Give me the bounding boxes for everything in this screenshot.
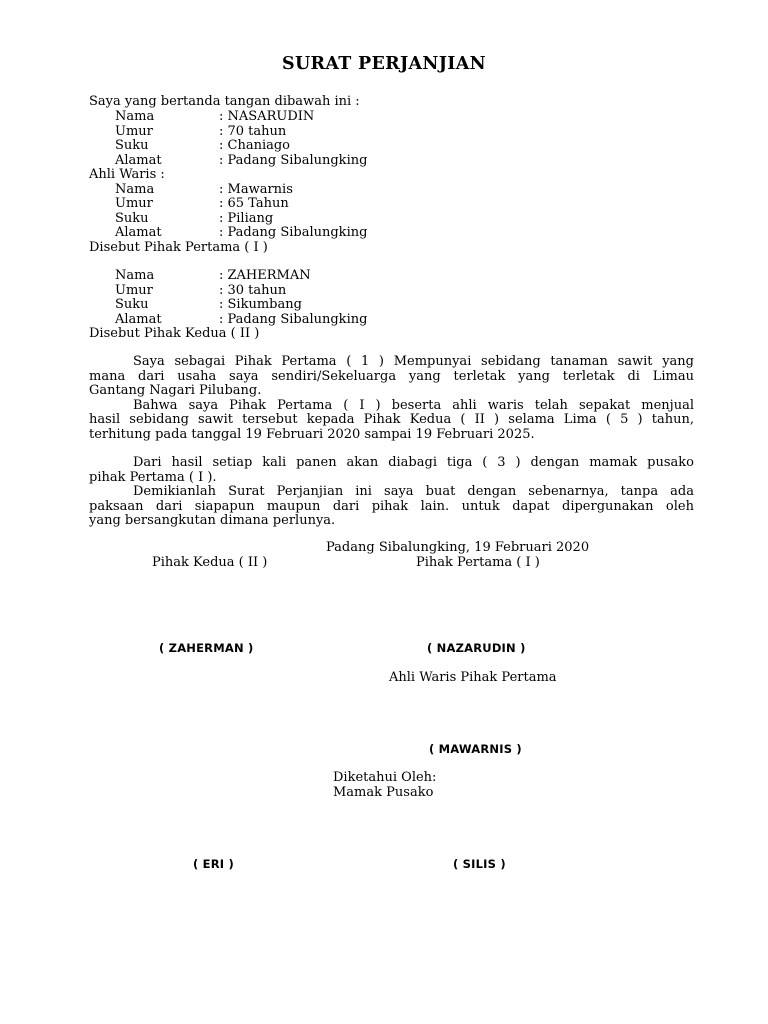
- paragraph-1-line: Saya sebagai Pihak Pertama ( 1 ) Mempunyai sebidang tanaman sawit yang: [133, 354, 694, 369]
- heir-tribe-value: : Piliang: [219, 210, 274, 226]
- heir-address-value: : Padang Sibalungking: [219, 225, 368, 240]
- witness2-name: ( SILIS ): [453, 857, 506, 871]
- sign-party1-name: ( NAZARUDIN ): [427, 641, 526, 655]
- party1-address-label: Alamat: [115, 152, 162, 168]
- party1-age-label: Umur: [115, 123, 153, 139]
- paragraph-1: [89, 355, 694, 399]
- paragraph-2-line: hasil sebidang sawit tersebut kepada Pihak Kedua ( II ) selama Lima ( 5 ) tahun,: [89, 412, 694, 427]
- heir-tribe-label: Suku: [115, 210, 149, 226]
- party2-tribe-value: : Sikumbang: [219, 297, 302, 312]
- paragraph-4: [89, 485, 694, 529]
- place-date: Padang Sibalungking, 19 Februari 2020: [326, 540, 590, 555]
- party1-name-label: Nama: [115, 109, 155, 124]
- party2-address-value: : Padang Sibalungking: [219, 311, 368, 327]
- paragraph-2: [89, 399, 694, 443]
- party2-tribe-label: Suku: [115, 297, 149, 312]
- paragraph-1-line: Gantang Nagari Pilubang.: [89, 383, 262, 398]
- party1-age-value: : 70 tahun: [219, 123, 287, 139]
- document-title: SURAT PERJANJIAN: [282, 54, 486, 74]
- known-by-label: Diketahui Oleh:: [333, 770, 437, 785]
- paragraph-1-line: mana dari usaha saya sendiri/Sekeluarga yang terletak yang terletak di Limau: [89, 368, 694, 384]
- paragraph-4-line: paksaan dari siapapun maupun dari pihak lain. untuk dapat dipergunakan oleh: [89, 498, 694, 514]
- paragraph-2-line: terhitung pada tanggal 19 Februari 2020 sampai 19 Februari 2025.: [89, 426, 535, 442]
- intro-text: Saya yang bertanda tangan dibawah ini :: [89, 94, 360, 109]
- paragraph-4-line: Demikianlah Surat Perjanjian ini saya buat dengan sebenarnya, tanpa ada: [133, 484, 694, 499]
- witness1-name: ( ERI ): [193, 857, 234, 871]
- paragraph-3-line: pihak Pertama ( I ).: [89, 469, 217, 485]
- mamak-pusako-label: Mamak Pusako: [333, 785, 434, 800]
- party1-name-value: : NASARUDIN: [219, 109, 315, 124]
- heir-signature-name: ( MAWARNIS ): [429, 742, 522, 756]
- party2-address-label: Alamat: [115, 311, 162, 327]
- party1-caption: Disebut Pihak Pertama ( I ): [89, 239, 268, 255]
- heir-name-value: : Mawarnis: [219, 181, 293, 197]
- sign-party2-label: Pihak Kedua ( II ): [152, 555, 268, 570]
- party2-name-label: Nama: [115, 268, 155, 283]
- sign-party1-label: Pihak Pertama ( I ): [416, 555, 540, 570]
- party2-caption: Disebut Pihak Kedua ( II ): [89, 326, 260, 341]
- paragraph-4-line: yang bersangkutan dimana perlunya.: [89, 513, 336, 528]
- heir-age-label: Umur: [115, 196, 153, 211]
- party2-age-value: : 30 tahun: [219, 282, 287, 298]
- party2-age-label: Umur: [115, 282, 153, 298]
- heir-age-value: : 65 Tahun: [219, 196, 289, 211]
- party1-tribe-label: Suku: [115, 138, 149, 153]
- party1-address-value: : Padang Sibalungking: [219, 152, 368, 168]
- heir-address-label: Alamat: [115, 225, 162, 240]
- heir-label: Ahli Waris Pihak Pertama: [389, 670, 557, 685]
- paragraph-2-line: Bahwa saya Pihak Pertama ( I ) beserta ahli waris telah sepakat menjual: [133, 397, 694, 413]
- heir-heading: Ahli Waris :: [89, 167, 165, 182]
- sign-party2-name: ( ZAHERMAN ): [159, 641, 254, 655]
- paragraph-3-line: Dari hasil setiap kali panen akan diabagi tiga ( 3 ) dengan mamak pusako: [133, 455, 694, 470]
- party1-tribe-value: : Chaniago: [219, 138, 291, 153]
- paragraph-3: [89, 456, 694, 485]
- heir-name-label: Nama: [115, 181, 155, 197]
- party2-name-value: : ZAHERMAN: [219, 268, 311, 283]
